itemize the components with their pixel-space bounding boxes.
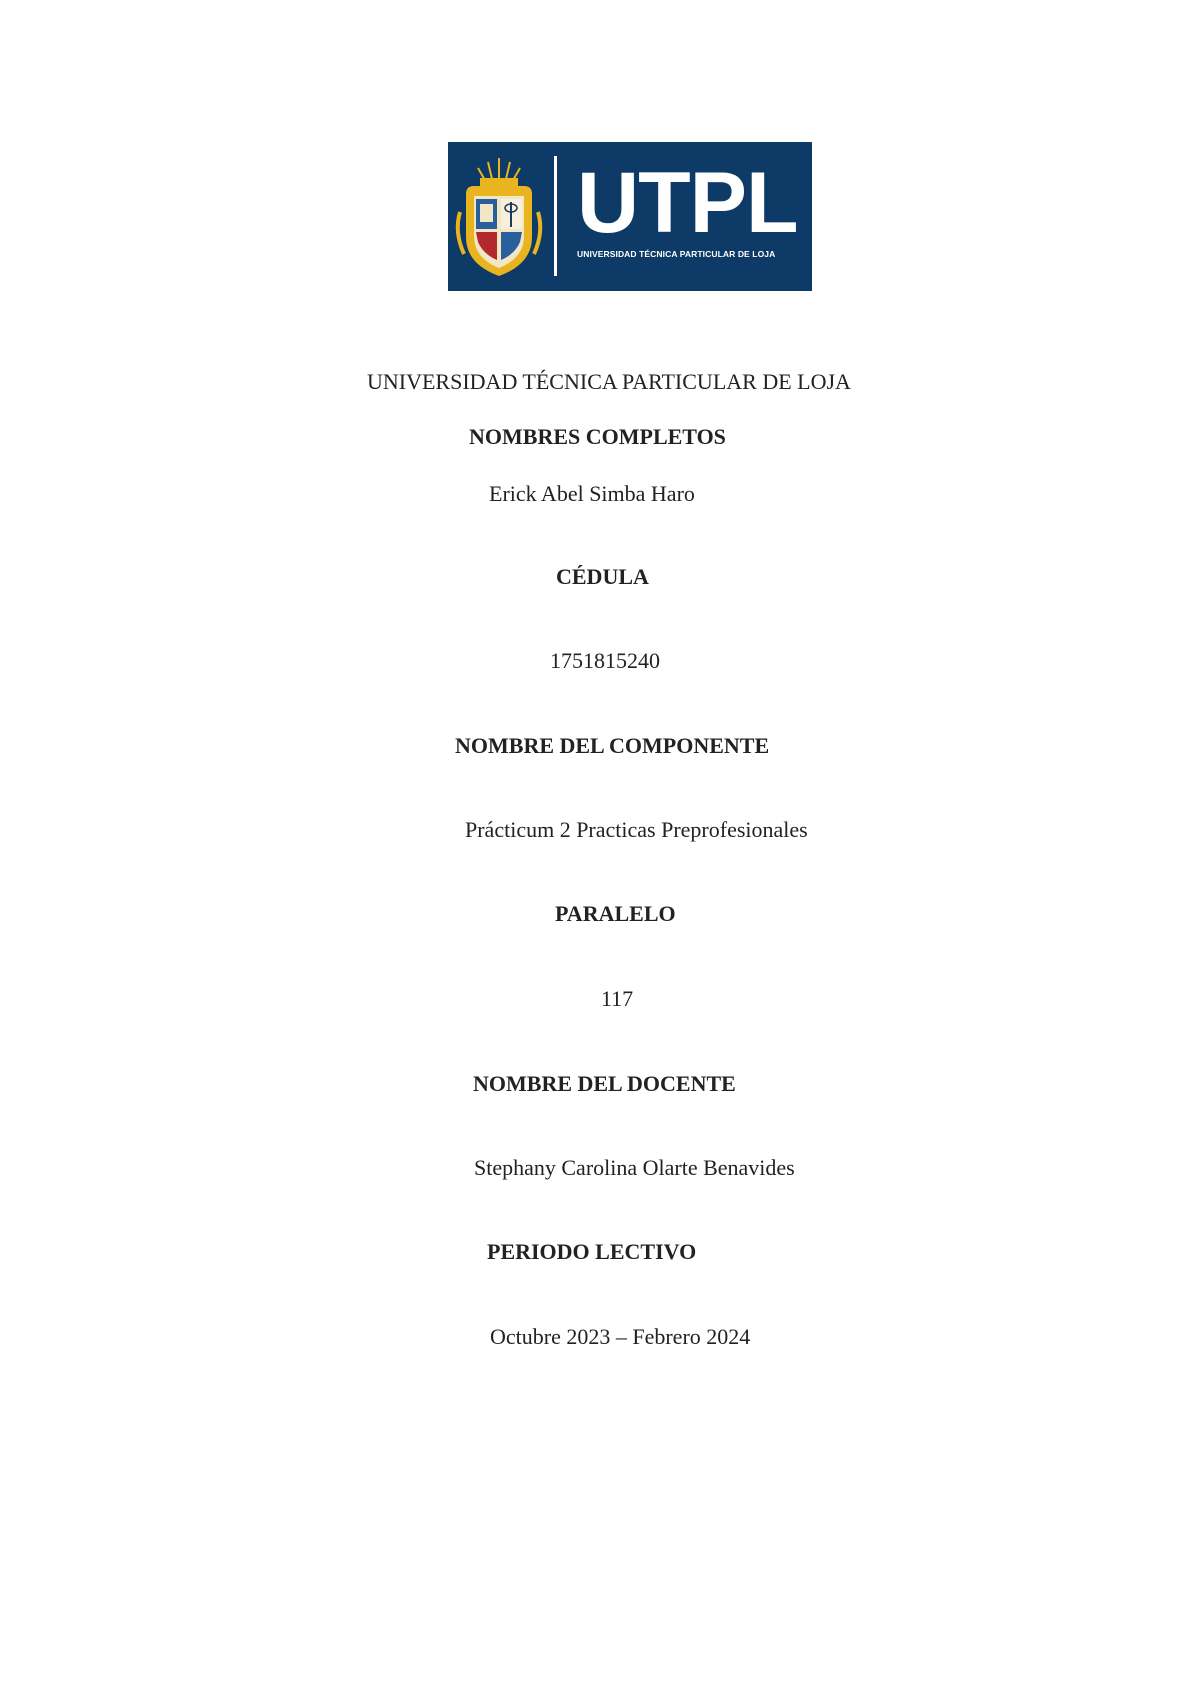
component-value: Prácticum 2 Practicas Preprofesionales: [465, 817, 808, 842]
section-value: 117: [601, 986, 634, 1011]
period-value: Octubre 2023 – Febrero 2024: [490, 1324, 751, 1349]
utpl-logo: [448, 142, 812, 291]
section-label: PARALELO: [555, 901, 676, 926]
logo-wordmark: UTPL: [577, 155, 798, 251]
id-label: CÉDULA: [556, 564, 649, 589]
teacher-label: NOMBRE DEL DOCENTE: [473, 1071, 736, 1096]
logo-subtitle: UNIVERSIDAD TÉCNICA PARTICULAR DE LOJA: [577, 249, 776, 259]
names-value: Erick Abel Simba Haro: [489, 481, 695, 506]
institution-name: UNIVERSIDAD TÉCNICA PARTICULAR DE LOJA: [367, 369, 851, 394]
id-value: 1751815240: [550, 648, 660, 673]
period-label: PERIODO LECTIVO: [487, 1239, 697, 1264]
component-label: NOMBRE DEL COMPONENTE: [455, 733, 770, 758]
names-label: NOMBRES COMPLETOS: [469, 424, 726, 449]
teacher-value: Stephany Carolina Olarte Benavides: [474, 1155, 795, 1180]
